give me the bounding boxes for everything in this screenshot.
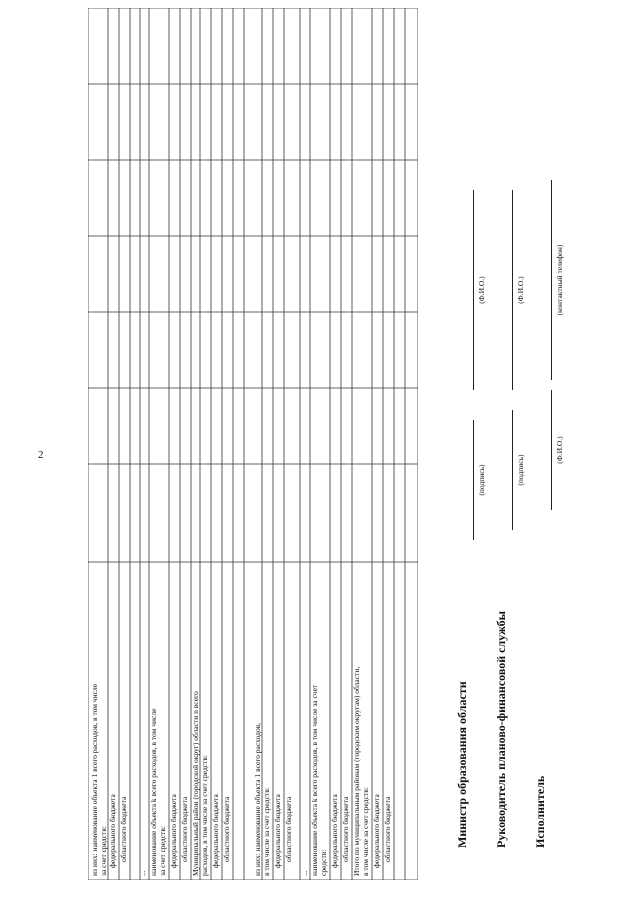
- row-label: Итого по муниципальным районам (городским округам) области,: [352, 666, 361, 876]
- row-label: федерального бюджета: [169, 794, 178, 868]
- row-label: областного бюджета: [341, 796, 350, 862]
- row-label: Муниципальный район (городской округ) области n всего: [191, 691, 200, 876]
- fio-line: [551, 390, 552, 510]
- row-label: расходов, в том числе за счет средств:: [200, 754, 209, 876]
- fio-line: [512, 190, 513, 390]
- row-label: областного бюджета: [119, 796, 128, 862]
- row-label: за счет средств:: [158, 826, 167, 876]
- signature-caption: (подпись): [516, 454, 525, 486]
- fio-caption: (Ф.И.О.): [516, 276, 525, 304]
- row-label: в том числе за счет средств:: [262, 787, 271, 876]
- signature-line: [512, 410, 513, 530]
- row-label: наименование объекта k всего расходов, в том числе за счет: [310, 684, 319, 876]
- phone-line: [551, 180, 552, 380]
- signature-line: [473, 420, 474, 540]
- page-number: 2: [38, 449, 44, 461]
- row-label: федерального бюджета: [372, 794, 381, 868]
- row-label: федерального бюджета: [108, 794, 117, 868]
- fio-caption: (Ф.И.О.): [555, 436, 564, 464]
- row-label: областного бюджета: [222, 796, 231, 862]
- row-label: за счет средств:: [99, 826, 108, 876]
- row-label: федерального бюджета: [330, 794, 339, 868]
- row-label: в том числе за счет средств:: [361, 787, 370, 876]
- executor-title: Исполнитель: [533, 775, 547, 848]
- phone-caption: (контактный телефон): [555, 244, 564, 316]
- minister-title: Министр образования области: [455, 681, 469, 848]
- row-label: ...: [300, 870, 309, 876]
- fio-line: [473, 190, 474, 390]
- row-label: из них: наименование объекта 1 всего расходов,: [253, 722, 262, 876]
- row-label: областного бюджета: [383, 796, 392, 862]
- row-label: областного бюджета: [284, 796, 293, 862]
- row-label: федерального бюджета: [211, 794, 220, 868]
- row-label: областного бюджета: [180, 796, 189, 862]
- signature-caption: (подпись): [477, 464, 486, 496]
- row-label: федерального бюджета: [273, 794, 282, 868]
- budget-table: [88, 8, 418, 880]
- row-label: ...: [138, 870, 147, 876]
- row-label: из них: наименование объекта 1 всего расходов, в том числе: [90, 683, 99, 876]
- head-finance-title: Руководитель планово-финансовой службы: [494, 611, 508, 848]
- row-label: средств:: [319, 849, 328, 876]
- row-label: наименование объекта k всего расходов, в том числе: [149, 708, 158, 876]
- fio-caption: (Ф.И.О.): [477, 276, 486, 304]
